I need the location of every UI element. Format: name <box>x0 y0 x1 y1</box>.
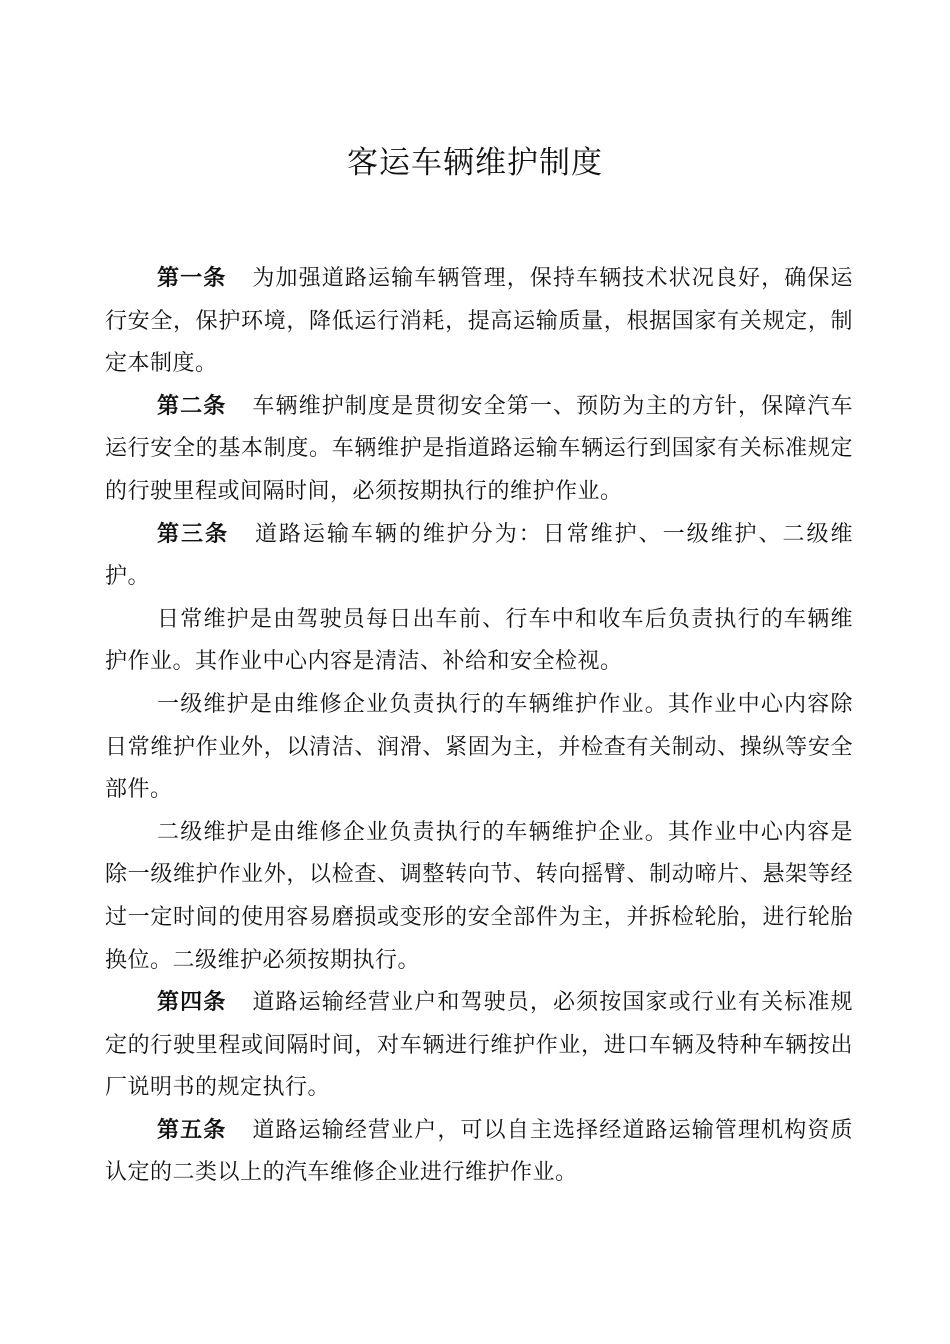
article-4-paragraph <box>105 982 853 1110</box>
article-heading: 第五条 <box>157 1117 227 1143</box>
paragraph-text: 二级维护是由维修企业负责执行的车辆维护企业。其作业中心内容是除一级维护作业外，以检查、调整转向节、转向摇臂、制动啼片、悬架等经过一定时间的使用容易磨损或变形的安全部件为主，并拆检轮胎，进行轮胎换位。二级维护必须按期执行。 <box>105 819 853 973</box>
article-text: 为加强道路运输车辆管理，保持车辆技术状况良好，确保运行安全，保护环境，降低运行消耗，提高运输质量，根据国家有关规定，制定本制度。 <box>105 266 853 377</box>
second-level-maintenance-paragraph <box>105 812 853 982</box>
document-title: 客运车辆维护制度 <box>347 145 603 181</box>
article-text: 道路运输经营业户，可以自主选择经道路运输管理机构资质认定的二类以上的汽车维修企业进行维护作业。 <box>105 1117 853 1186</box>
article-text: 道路运输车辆的维护分为：日常维护、一级维护、二级维护。 <box>105 521 853 590</box>
article-2-paragraph <box>105 386 853 514</box>
article-heading: 第一条 <box>157 266 227 291</box>
document-body <box>105 258 853 1195</box>
article-3-paragraph <box>105 514 853 599</box>
article-heading: 第三条 <box>157 521 229 547</box>
paragraph-text: 日常维护是由驾驶员每日出车前、行车中和收车后负责执行的车辆维护作业。其作业中心内容是清洁、补给和安全检视。 <box>105 606 853 675</box>
article-5-paragraph <box>105 1110 853 1195</box>
article-1-paragraph <box>105 258 853 386</box>
article-text: 道路运输经营业户和驾驶员，必须按国家或行业有关标准规定的行驶里程或间隔时间，对车辆进行维护作业，进口车辆及特种车辆按出厂说明书的规定执行。 <box>105 990 853 1101</box>
article-heading: 第四条 <box>157 990 227 1016</box>
first-level-maintenance-paragraph <box>105 684 853 812</box>
paragraph-text: 一级维护是由维修企业负责执行的车辆维护作业。其作业中心内容除日常维护作业外，以清洁、润滑、紧固为主，并检查有关制动、操纵等安全部件。 <box>105 691 853 803</box>
daily-maintenance-paragraph <box>105 599 853 684</box>
article-heading: 第二条 <box>157 393 227 419</box>
article-text: 车辆维护制度是贯彻安全第一、预防为主的方针，保障汽车运行安全的基本制度。车辆维护是指道路运输车辆运行到国家有关标准规定的行驶里程或间隔时间，必须按期执行的维护作业。 <box>105 393 853 504</box>
